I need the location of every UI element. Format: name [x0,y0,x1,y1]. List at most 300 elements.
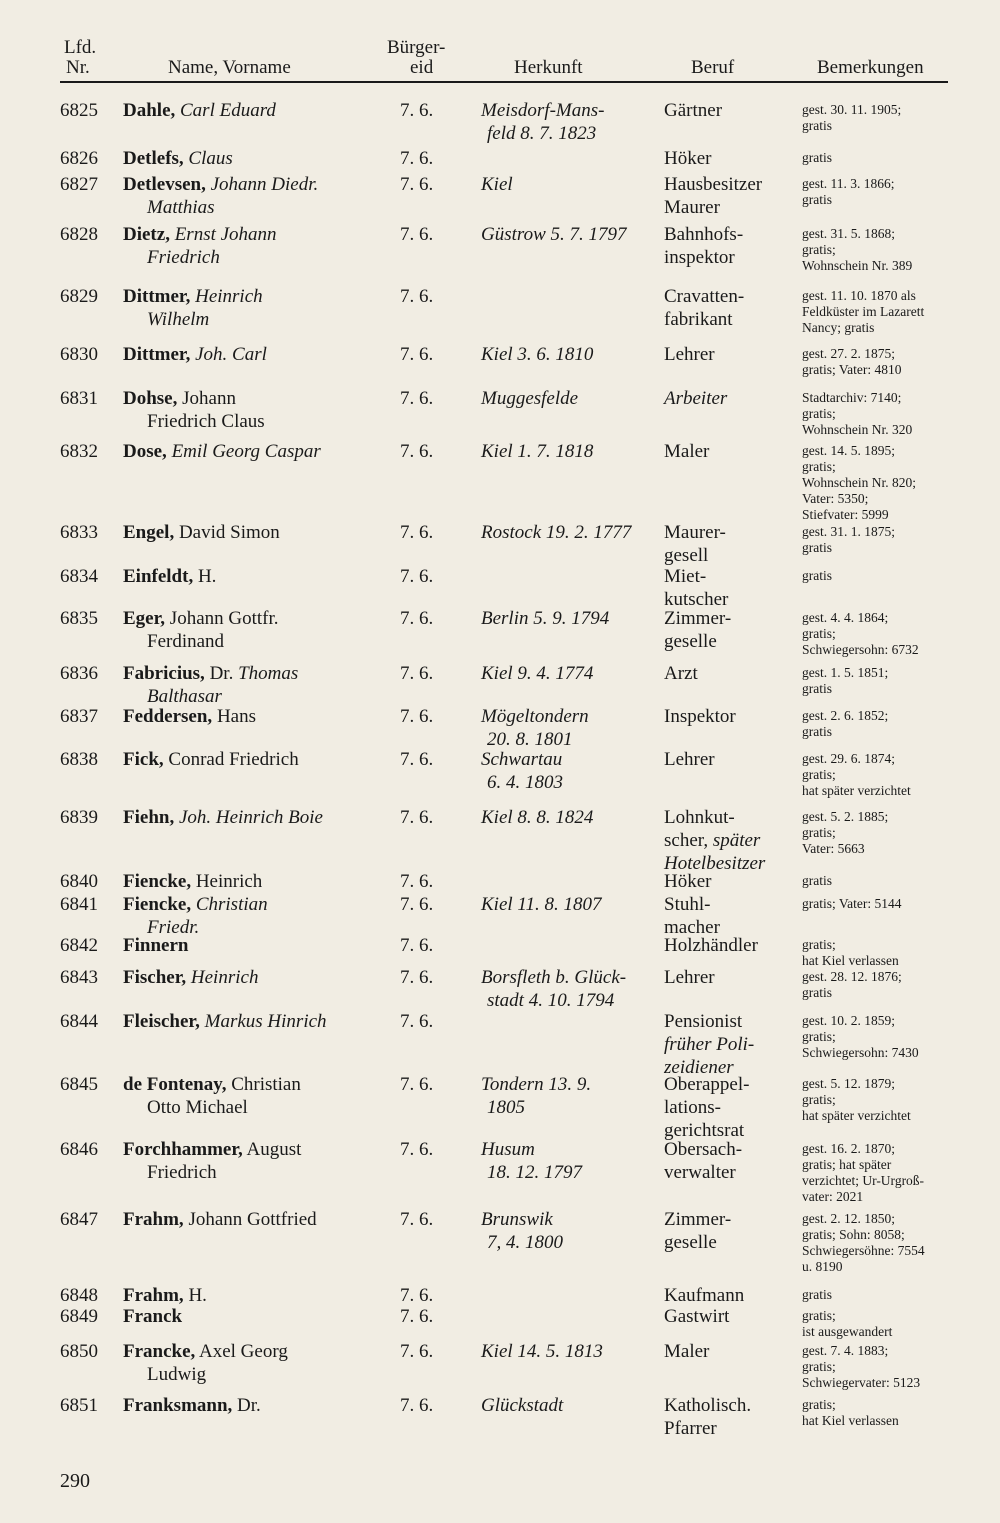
occupation-line-3: gerichtsrat [664,1120,745,1141]
occupation-text: verwalter [664,1162,736,1183]
surname: Detlevsen, [123,174,206,195]
header-herkunft: Herkunft [514,57,583,78]
occupation [664,748,799,771]
given-name: Heinrich [190,967,259,988]
oath-date: 7. 6. [400,1139,434,1160]
occupation [664,521,799,567]
entry-name [123,1138,393,1184]
remarks-line: verzichtet; Ur-Urgroß- [802,1173,925,1188]
remarks-line: gratis [802,873,832,888]
name-line-1 [123,1341,288,1362]
entry-number: 6838 [60,749,98,770]
remarks-line: gratis [802,681,832,696]
entry-number: 6847 [60,1209,98,1230]
occupation-line-2 [664,1096,799,1119]
entry-name [123,99,393,122]
given-name: Joh. Carl [195,344,267,365]
surname: Einfeldt, [123,566,194,587]
origin [481,521,656,544]
origin-line-1: Kiel 11. 8. 1807 [481,894,602,915]
surname: Feddersen, [123,706,213,727]
given-name-cont: Friedr. [147,917,200,938]
name-line-1 [123,1209,317,1230]
remarks-line: Vater: 5663 [802,841,865,856]
remarks-line: gest. 1. 5. 1851; [802,665,889,680]
entry-number: 6827 [60,174,98,195]
surname: Finnern [123,935,189,956]
given-name-cont: Ludwig [147,1364,207,1385]
remarks-line: gratis; [802,406,836,421]
occupation-line-1: Obersach- [664,1139,743,1160]
remarks-line: gratis [802,150,832,165]
origin-line-1: Kiel 3. 6. 1810 [481,344,594,365]
surname: Dohse, [123,388,178,409]
occupation [664,1394,799,1440]
occupation [664,966,799,989]
remarks-line: gratis; Vater: 5144 [802,896,902,911]
remarks-line: gest. 31. 1. 1875; [802,524,895,539]
remarks [802,1013,972,1061]
origin-line-1: Schwartau [481,749,563,770]
oath-date: 7. 6. [400,1306,434,1327]
entry-name [123,1208,393,1231]
remarks-line: gest. 16. 2. 1870; [802,1141,895,1156]
surname: Fiencke, [123,894,192,915]
name-line-1 [123,1074,301,1095]
entry-name [123,343,393,366]
remarks [802,1397,972,1429]
occupation-line-2 [664,308,799,331]
occupation [664,806,799,875]
remarks [802,809,972,857]
occupation-line-1: Gastwirt [664,1306,730,1327]
remarks-line: gest. 11. 10. 1870 als [802,288,916,303]
entry-name [123,521,393,544]
remarks-line: Wohnschein Nr. 320 [802,422,913,437]
given-name: Heinrich [195,286,263,307]
surname: Dittmer, [123,344,191,365]
occupation-line-1: Zimmer- [664,608,732,629]
header-buergereid-2: eid [410,57,434,78]
page-number: 290 [60,1470,90,1492]
remarks [802,751,972,799]
origin [481,748,656,794]
origin [481,1394,656,1417]
origin [481,1138,656,1184]
remarks [802,226,972,274]
occupation-line-1: Gärtner [664,100,723,121]
remarks [802,873,972,889]
remarks [802,102,972,134]
origin-line-2: 1805 [487,1097,525,1118]
title-prefix: Dr. [209,663,234,684]
name-line-1 [123,807,323,828]
remarks-line: u. 8190 [802,1259,843,1274]
remarks [802,1343,972,1391]
remarks-line: gratis; Sohn: 8058; [802,1227,905,1242]
entry-number: 6829 [60,286,98,307]
entry-number: 6844 [60,1011,98,1032]
occupation-line-1: Höker [664,148,712,169]
origin [481,966,656,1012]
remarks-line: Stiefvater: 5999 [802,507,889,522]
remarks-line: gratis; [802,937,836,952]
occupation-line-1: Lehrer [664,344,715,365]
origin [481,343,656,366]
remarks-line: gest. 7. 4. 1883; [802,1343,889,1358]
name-line-1 [123,148,233,169]
occupation-line-2 [664,196,799,219]
oath-date: 7. 6. [400,663,434,684]
oath-date: 7. 6. [400,1209,434,1230]
entry-name [123,1010,393,1033]
remarks-line: gest. 30. 11. 1905; [802,102,902,117]
remarks [802,665,972,697]
name-line-1 [123,388,236,409]
entry-name [123,1394,393,1417]
remarks-line: gest. 2. 12. 1850; [802,1211,895,1226]
origin-line-1: Kiel 1. 7. 1818 [481,441,594,462]
given-name-cont: Matthias [147,197,215,218]
origin-line-1: Meisdorf-Mans- [481,100,605,121]
given-name: Johann [182,388,236,409]
entry-number: 6833 [60,522,98,543]
surname: Fischer, [123,967,187,988]
oath-date: 7. 6. [400,1341,434,1362]
surname: Frahm, [123,1285,184,1306]
entry-name [123,223,393,269]
given-name: Conrad Friedrich [168,749,299,770]
oath-date: 7. 6. [400,566,434,587]
occupation-line-1: Arbeiter [664,388,728,409]
occupation-line-1: Hausbesitzer [664,174,763,195]
given-name: Claus [188,148,233,169]
occupation [664,607,799,653]
origin [481,173,656,196]
surname: Fabricius, [123,663,205,684]
occupation-line-1: Maurer- [664,522,726,543]
remarks-line: gest. 31. 5. 1868; [802,226,895,241]
occupation-text: kutscher [664,589,729,610]
occupation-line-2 [664,1033,799,1056]
oath-date: 7. 6. [400,344,434,365]
surname: Fiehn, [123,807,175,828]
given-name: H. [188,1285,207,1306]
given-name-cont: Wilhelm [147,309,210,330]
oath-date: 7. 6. [400,749,434,770]
oath-date: 7. 6. [400,174,434,195]
occupation-line-1: Maler [664,1341,710,1362]
remarks [802,1287,972,1303]
entry-number: 6845 [60,1074,98,1095]
origin-line-1: Kiel [481,174,513,195]
occupation [664,223,799,269]
remarks-line: gratis; [802,1359,836,1374]
entry-name [123,748,393,771]
remarks [802,1211,972,1275]
given-name: Markus Hinrich [204,1011,327,1032]
remarks-line: gratis [802,118,832,133]
occupation-line-2 [664,246,799,269]
oath-date: 7. 6. [400,706,434,727]
entry-name [123,870,393,893]
occupation [664,893,799,939]
occupation [664,387,799,410]
entry-number: 6828 [60,224,98,245]
name-line-1 [123,608,279,629]
entry-name [123,607,393,653]
occupation-line-1: Pensionist [664,1011,743,1032]
occupation [664,99,799,122]
name-line-1 [123,566,216,587]
occupation [664,440,799,463]
surname: Eger, [123,608,166,629]
entry-number: 6849 [60,1306,98,1327]
name-line-1 [123,1285,207,1306]
occupation [664,705,799,728]
entry-name [123,1305,393,1328]
remarks-line: gratis; [802,1092,836,1107]
surname: Detlefs, [123,148,184,169]
given-name: David Simon [178,522,280,543]
entry-number: 6851 [60,1395,98,1416]
entry-number: 6850 [60,1341,98,1362]
name-line-1 [123,1306,182,1327]
occupation [664,1284,799,1307]
header-bemerkungen: Bemerkungen [817,57,924,78]
given-name: Emil Georg Caspar [171,441,321,462]
name-line-1 [123,174,318,195]
surname: Fiencke, [123,871,192,892]
oath-date: 7. 6. [400,441,434,462]
remarks-line: gratis; hat später [802,1157,892,1172]
occupation [664,173,799,219]
name-line-1 [123,894,268,915]
origin-line-1: Tondern 13. 9. [481,1074,592,1095]
occupation [664,343,799,366]
occupation [664,1010,799,1079]
occupation-text: lations- [664,1097,721,1118]
oath-date: 7. 6. [400,100,434,121]
entry-number: 6826 [60,148,98,169]
given-name: Johann Gottfried [188,1209,317,1230]
entry-name [123,387,393,433]
occupation-text: scher, [664,830,709,851]
occupation [664,934,799,957]
remarks [802,937,972,969]
entry-name [123,1073,393,1119]
entry-name [123,1284,393,1307]
entry-number: 6834 [60,566,98,587]
remarks-line: gratis [802,540,832,555]
given-name: H. [197,566,217,587]
origin [481,705,656,751]
oath-date: 7. 6. [400,608,434,629]
given-name: Thomas [238,663,299,684]
given-name-cont: Friedrich Claus [147,411,265,432]
origin-line-1: Husum [481,1139,535,1160]
origin [481,1073,656,1119]
origin-line-1: Rostock 19. 2. 1777 [481,522,632,543]
occupation-line-2 [664,829,799,852]
origin-line-1: Kiel 14. 5. 1813 [481,1341,603,1362]
name-line-1 [123,522,280,543]
remarks-line: gratis; [802,626,836,641]
header-rule [60,81,948,83]
occupation [664,1340,799,1363]
entry-name [123,934,393,957]
remarks-line: hat Kiel verlassen [802,1413,899,1428]
name-line-1 [123,1139,301,1160]
entry-number: 6837 [60,706,98,727]
remarks [802,568,972,584]
given-name: Christian [195,894,268,915]
given-name-cont: Friedrich [147,1162,217,1183]
given-name: Dr. [237,1395,261,1416]
entry-name [123,173,393,219]
occupation-text: fabrikant [664,309,733,330]
remarks [802,610,972,658]
origin [481,387,656,410]
occupation-line-1: Höker [664,871,712,892]
entry-number: 6839 [60,807,98,828]
remarks [802,1141,972,1205]
occupation [664,565,799,611]
oath-date: 7. 6. [400,871,434,892]
occupation [664,1305,799,1328]
remarks-line: Schwiegersohn: 6732 [802,642,919,657]
remarks-line: gratis; [802,1029,836,1044]
oath-date: 7. 6. [400,286,434,307]
origin-line-2: 7, 4. 1800 [487,1232,563,1253]
entry-name [123,285,393,331]
name-line-1 [123,441,321,462]
given-name: Johann Diedr. [210,174,319,195]
occupation-text: Pfarrer [664,1418,717,1439]
given-name: August [246,1139,302,1160]
occupation-line-1: Inspektor [664,706,736,727]
entry-number: 6835 [60,608,98,629]
occupation-text: geselle [664,631,717,652]
remarks-line: hat später verzichtet [802,1108,911,1123]
name-line-1 [123,935,188,956]
remarks [802,1308,972,1340]
remarks-line: gest. 27. 2. 1875; [802,346,895,361]
remarks-line: gratis; [802,242,836,257]
surname-prefix: de [123,1074,142,1095]
given-name: Axel Georg [199,1341,288,1362]
origin-line-1: Kiel 8. 8. 1824 [481,807,594,828]
name-line-1 [123,224,277,245]
origin [481,1340,656,1363]
oath-date: 7. 6. [400,967,434,988]
remarks-line: Feldküster im Lazarett [802,304,925,319]
occupation [664,1208,799,1254]
remarks-line: gratis [802,568,832,583]
entry-name [123,705,393,728]
origin [481,99,656,145]
surname: Fontenay, [146,1074,227,1095]
remarks-line: gest. 5. 12. 1879; [802,1076,895,1091]
oath-date: 7. 6. [400,1074,434,1095]
remarks-line: Schwiegersohn: 7430 [802,1045,919,1060]
origin-line-1: Borsfleth b. Glück- [481,967,627,988]
occupation [664,662,799,685]
name-line-1 [123,100,276,121]
remarks-line: hat später verzichtet [802,783,911,798]
header-buergereid-1: Bürger- [387,37,446,58]
occupation [664,147,799,170]
given-name-cont: Friedrich [147,247,220,268]
occupation [664,870,799,893]
given-name: Carl Eduard [180,100,276,121]
occupation-line-1: Zimmer- [664,1209,732,1230]
name-line-1 [123,706,256,727]
header-lfd: Lfd. [64,37,97,58]
entry-number: 6843 [60,967,98,988]
origin [481,440,656,463]
remarks-line: gest. 2. 6. 1852; [802,708,889,723]
origin-line-2: stadt 4. 10. 1794 [487,990,615,1011]
remarks-line: gest. 28. 12. 1876; [802,969,902,984]
occupation-line-2 [664,630,799,653]
origin-line-1: Kiel 9. 4. 1774 [481,663,594,684]
occupation [664,285,799,331]
name-line-1 [123,871,262,892]
occupation-line-1: Oberappel- [664,1074,750,1095]
given-name-cont: Balthasar [147,686,222,707]
occupation-text: Maurer [664,197,720,218]
remarks-line: Stadtarchiv: 7140; [802,390,902,405]
name-line-1 [123,749,299,770]
given-name: Johann Gottfr. [169,608,279,629]
origin [481,223,656,246]
header-nr: Nr. [66,57,90,78]
remarks-line: Wohnschein Nr. 389 [802,258,913,273]
origin-line-2: 20. 8. 1801 [487,729,573,750]
remarks [802,150,972,166]
occupation-line-1: Katholisch. [664,1395,752,1416]
surname: Dahle, [123,100,176,121]
given-name: Hans [216,706,256,727]
entry-name [123,1340,393,1386]
oath-date: 7. 6. [400,1285,434,1306]
given-name: Christian [231,1074,301,1095]
remarks-line: gest. 5. 2. 1885; [802,809,889,824]
surname: Franksmann, [123,1395,233,1416]
remarks [802,346,972,378]
surname: Dietz, [123,224,170,245]
surname: Fick, [123,749,164,770]
header-name: Name, Vorname [168,57,291,78]
occupation-line-1: Maler [664,441,710,462]
remarks [802,390,972,438]
remarks-line: ist ausgewandert [802,1324,893,1339]
remarks-line: gest. 29. 6. 1874; [802,751,895,766]
remarks-line: gest. 11. 3. 1866; [802,176,895,191]
remarks-line: Schwiegersöhne: 7554 [802,1243,925,1258]
occupation-text: gesell [664,545,709,566]
remarks [802,969,972,1001]
oath-date: 7. 6. [400,224,434,245]
occupation-line-2 [664,1161,799,1184]
occupation-line-3: Hotelbesitzer [664,853,766,874]
remarks-line: Vater: 5350; [802,491,869,506]
surname: Dose, [123,441,167,462]
entry-name [123,565,393,588]
origin [481,806,656,829]
given-name: Ernst Johann [174,224,277,245]
